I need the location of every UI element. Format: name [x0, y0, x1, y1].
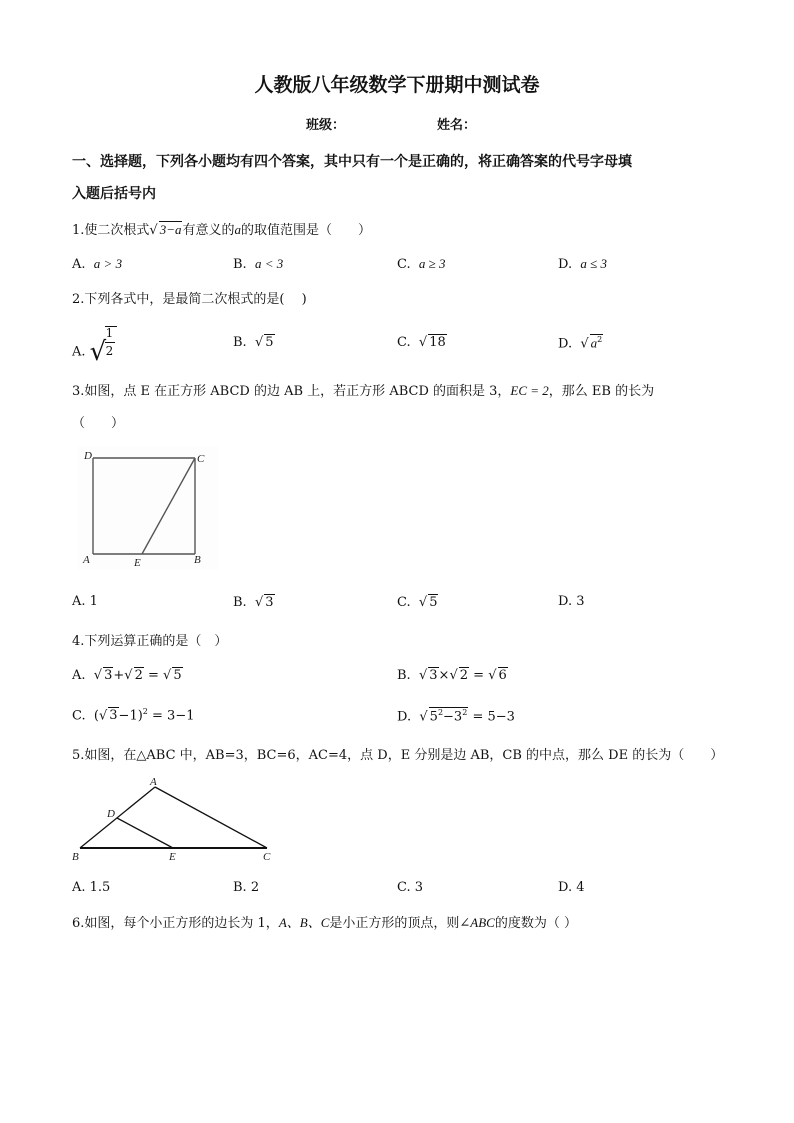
label-a: A: [150, 776, 157, 788]
q1-option-a: A. a > 3: [72, 256, 123, 272]
question-3: 3.如图，点 E 在正方形 ABCD 的边 AB 上，若正方形 ABCD 的面积是 3，EC = 2，那么 EB 的长为: [72, 383, 655, 399]
q4-option-b: B. √ 3×√ 2 = √ 6: [397, 668, 507, 683]
q1-middle: 有意义的: [182, 223, 235, 238]
question-5: 5.如图，在△ABC 中，AB=3，BC=6，AC=4，点 D，E 分别是边 AB，CB 的中点，那么 DE 的长为（ ）: [72, 748, 724, 763]
section-heading-line2: 入题后括号内: [72, 186, 156, 202]
q3-option-d: D. 3: [558, 594, 585, 609]
q1-suffix: 的取值范围是（ ）: [241, 223, 372, 238]
q1-option-b: B. a < 3: [233, 256, 284, 272]
q4-option-d: D. √ $5^2-3^2 = 5-3$: [397, 708, 515, 725]
q2-option-d: D. √ $a^2$: [558, 335, 603, 352]
question-2: 2.下列各式中，是最简二次根式的是( ): [72, 292, 307, 307]
label-b: B: [194, 554, 201, 566]
q6-angle: ∠ABC: [459, 915, 495, 930]
question-1: 1.使二次根式√ 3−a有意义的a的取值范围是（ ）: [72, 222, 372, 238]
q1-option-c: C. a ≥ 3: [397, 256, 446, 272]
label-c: C: [197, 453, 205, 465]
page-title: 人教版八年级数学下册期中测试卷: [254, 74, 540, 96]
q2-option-c: C. √ 18: [397, 335, 446, 350]
q1-prefix: 1.使二次根式: [72, 223, 150, 238]
q4-option-c: C. (√ 3−1)$^2$ = 3−1: [72, 707, 195, 724]
q1-var: a: [234, 222, 241, 237]
label-e: E: [134, 557, 141, 569]
label-e: E: [169, 851, 176, 863]
label-a: A: [83, 554, 90, 566]
label-b: B: [72, 851, 79, 863]
label-c: C: [263, 851, 271, 863]
class-label: 班级：: [306, 118, 346, 133]
q2-option-b: B. √ 5: [233, 335, 274, 350]
label-d: D: [107, 808, 115, 820]
question-3-paren: （ ）: [72, 416, 125, 431]
q5-option-c: C. 3: [397, 880, 424, 895]
q3-option-c: C. √ 5: [397, 595, 438, 610]
triangle-abc-figure: [70, 773, 278, 865]
q5-option-b: B. 2: [233, 880, 260, 895]
name-label: 姓名：: [437, 118, 477, 133]
square-abcd-figure: [78, 446, 218, 570]
q5-option-d: D. 4: [558, 880, 585, 895]
q3-equation: EC = 2: [510, 383, 549, 398]
label-d: D: [84, 450, 92, 462]
question-6: 6.如图，每个小正方形的边长为 1，A、B、C是小正方形的顶点，则∠ABC的度数为（ ）: [72, 915, 577, 931]
q1-radical: 3−a: [159, 222, 182, 237]
q6-points: A、B、C: [278, 915, 330, 930]
section-heading-line1: 一、选择题，下列各小题均有四个答案，其中只有一个是正确的，将正确答案的代号字母填: [72, 154, 632, 170]
q4-option-a: A. √ 3+√ 2 = √ 5: [72, 668, 182, 683]
q2-option-a: A. √ 1 2: [72, 332, 118, 372]
q3-option-b: B. √ 3: [233, 595, 274, 610]
q1-option-d: D. a ≤ 3: [558, 256, 607, 272]
q3-option-a: A. 1: [72, 594, 98, 609]
question-4: 4.下列运算正确的是（ ）: [72, 634, 228, 649]
q5-option-a: A. 1.5: [72, 880, 111, 895]
